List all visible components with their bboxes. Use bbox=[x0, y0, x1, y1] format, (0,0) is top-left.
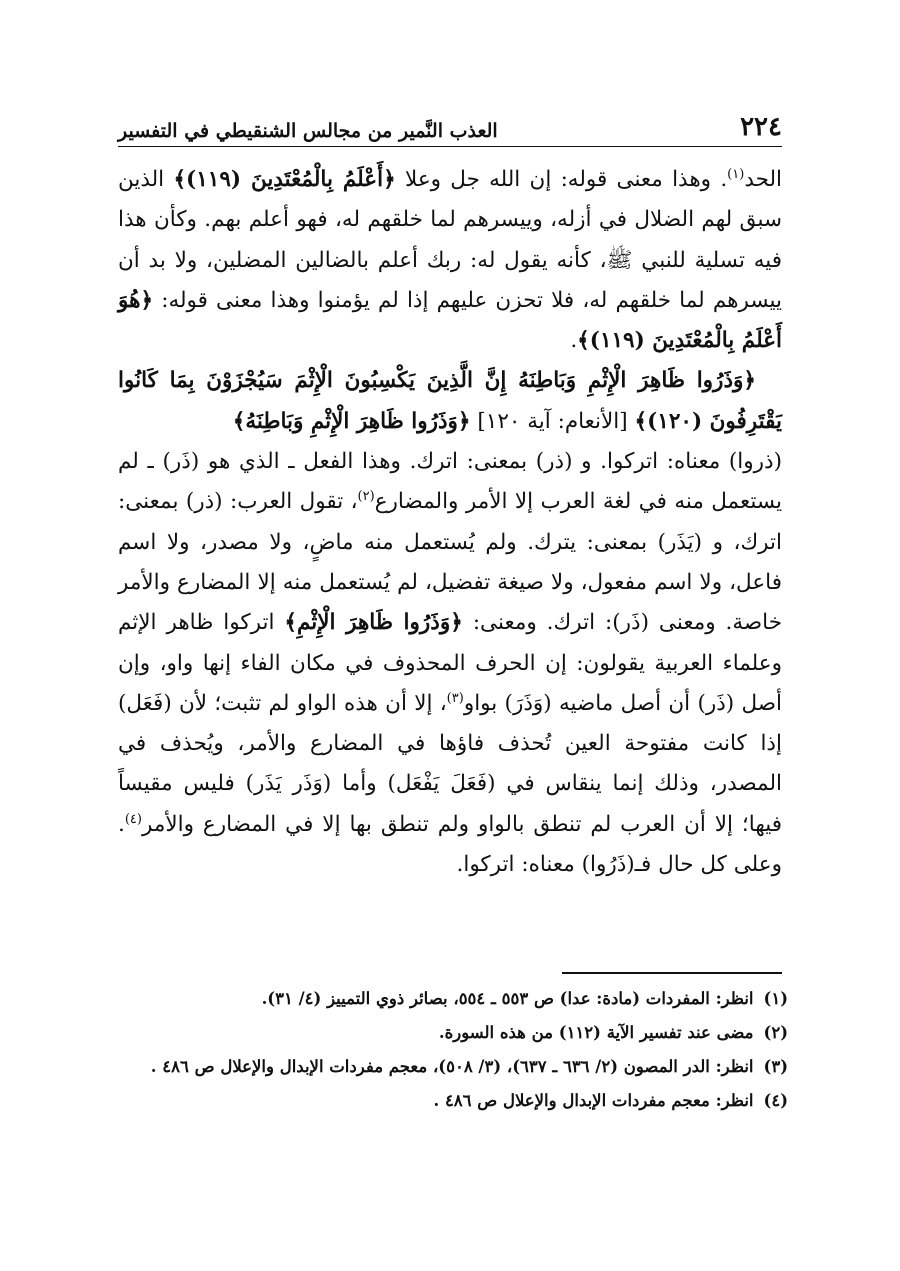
footnote-ref-3: (٣) bbox=[446, 690, 464, 706]
footnote-4 bbox=[118, 1084, 788, 1118]
text-run: ، إلا أن هذه الواو لم تثبت؛ لأن (فَعَل) إذا كانت مفتوحة العين تُحذف فاؤها في المضارع والأمر، ويُحذف في المصدر، وذلك إنما ينقاس في (فَعَلَ يَفْعَل) وأما (وَذَر يَذَر) فليس مقيساً فيها؛ إلا أن العرب لم تنطق بالواو ولم تنطق بها إلا في المضارع والأمر bbox=[118, 690, 782, 837]
paragraph-2 bbox=[118, 361, 782, 442]
paragraph-3 bbox=[118, 442, 782, 885]
text-run: اتركوا ظاهر الإثم وعلماء العربية يقولون: إن الحرف المحذوف في مكان الفاء إنها واو، وإن أصل (ذَر) أن أصل ماضيه (وَذَرَ) بواو bbox=[118, 610, 782, 716]
footnote-2 bbox=[118, 1016, 788, 1050]
quran-verse: ﴿وَذَرُوا ظَاهِرَ الْإِثْمِ وَبَاطِنَهُ إِنَّ الَّذِينَ يَكْسِبُونَ الْإِثْمَ سَيُجْزَوْنَ بِمَا كَانُوا يَقْتَرِفُونَ (١٢٠)﴾ bbox=[118, 368, 782, 434]
running-title: العذب النَّمير من مجالس الشنقيطي في التفسير bbox=[118, 120, 498, 142]
quran-quote: ﴿وَذَرُوا ظَاهِرَ الْإِثْمِ﴾ bbox=[284, 610, 463, 636]
paragraph-1 bbox=[118, 160, 782, 361]
footnote-ref-2: (٢) bbox=[357, 489, 375, 505]
quran-quote: ﴿أَعْلَمُ بِالْمُعْتَدِينَ (١١٩)﴾ bbox=[173, 167, 396, 192]
verse-reference: [الأنعام: آية ١٢٠] bbox=[477, 408, 628, 434]
page-header bbox=[118, 108, 782, 147]
main-text bbox=[118, 160, 782, 885]
footnote-text: مضى عند تفسير الآية (١١٢) من هذه السورة. bbox=[438, 1023, 754, 1042]
footnotes bbox=[118, 982, 788, 1118]
footnote-text: انظر: الدر المصون (٢/ ٦٣٦ ـ ٦٣٧)، (٣/ ٥٠٨)، معجم مفردات الإبدال والإعلال ص ٤٨٦ . bbox=[150, 1057, 754, 1076]
footnote-number: (٤) bbox=[763, 1091, 788, 1110]
text-run: الحد bbox=[744, 167, 783, 192]
footnote-divider bbox=[562, 972, 782, 974]
quran-quote: ﴿وَذَرُوا ظَاهِرَ الْإِثْمِ وَبَاطِنَهُ﴾ bbox=[232, 408, 471, 434]
text-run: ، تقول العرب: (ذر) بمعنى: اترك، و (يَذَر) بمعنى: يترك. ولم يُستعمل منه ماضٍ، ولا مصدر، ولا اسم فاعل، ولا اسم مفعول، ولا صيغة تفضيل، لم يُستعمل منه إلا المضارع والأمر خاصة. ومعنى (ذَر): اترك. ومعنى: bbox=[118, 489, 782, 636]
footnote-number: (٢) bbox=[763, 1023, 788, 1042]
footnote-text: انظر: المفردات (مادة: عدا) ص ٥٥٣ ـ ٥٥٤، بصائر ذوي التمييز (٤/ ٣١). bbox=[261, 989, 754, 1008]
footnote-number: (١) bbox=[763, 989, 788, 1008]
text-run: . bbox=[570, 328, 578, 354]
text-run: (ذروا) معناه: اتركوا. و (ذر) بمعنى: اترك. وهذا الفعل ـ الذي هو (ذَر) ـ لم يستعمل منه في لغة العرب إلا الأمر والمضارع bbox=[118, 449, 782, 515]
text-run: . وهذا معنى قوله: إن الله جل وعلا bbox=[404, 167, 728, 192]
footnote-3 bbox=[118, 1050, 788, 1084]
footnote-1 bbox=[118, 982, 788, 1016]
footnote-text: انظر: معجم مفردات الإبدال والإعلال ص ٤٨٦ . bbox=[433, 1091, 754, 1110]
footnote-number: (٣) bbox=[763, 1057, 788, 1076]
footnote-ref-1: (١) bbox=[727, 166, 745, 182]
page-number: ٢٢٤ bbox=[740, 112, 782, 142]
quran-quote: ﴿هُوَ أَعْلَمُ بِالْمُعْتَدِينَ (١١٩)﴾ bbox=[118, 287, 782, 354]
text-run: الذين سبق لهم الضلال في أزله، وييسرهم لما خلقهم له، فهو أعلم بهم. وكأن هذا فيه تسلية للنبي ﷺ، كأنه يقول له: ربك أعلم بالضالين المضلين، ولا بد أن ييسرهم لما خلقهم له، فلا تحزن عليهم إذا لم يؤمنوا وهذا معنى قوله: bbox=[118, 167, 782, 313]
text-run: . وعلى كل حال فـ(ذَرُوا) معناه: اتركوا. bbox=[118, 811, 782, 878]
footnote-ref-4: (٤) bbox=[124, 811, 142, 827]
